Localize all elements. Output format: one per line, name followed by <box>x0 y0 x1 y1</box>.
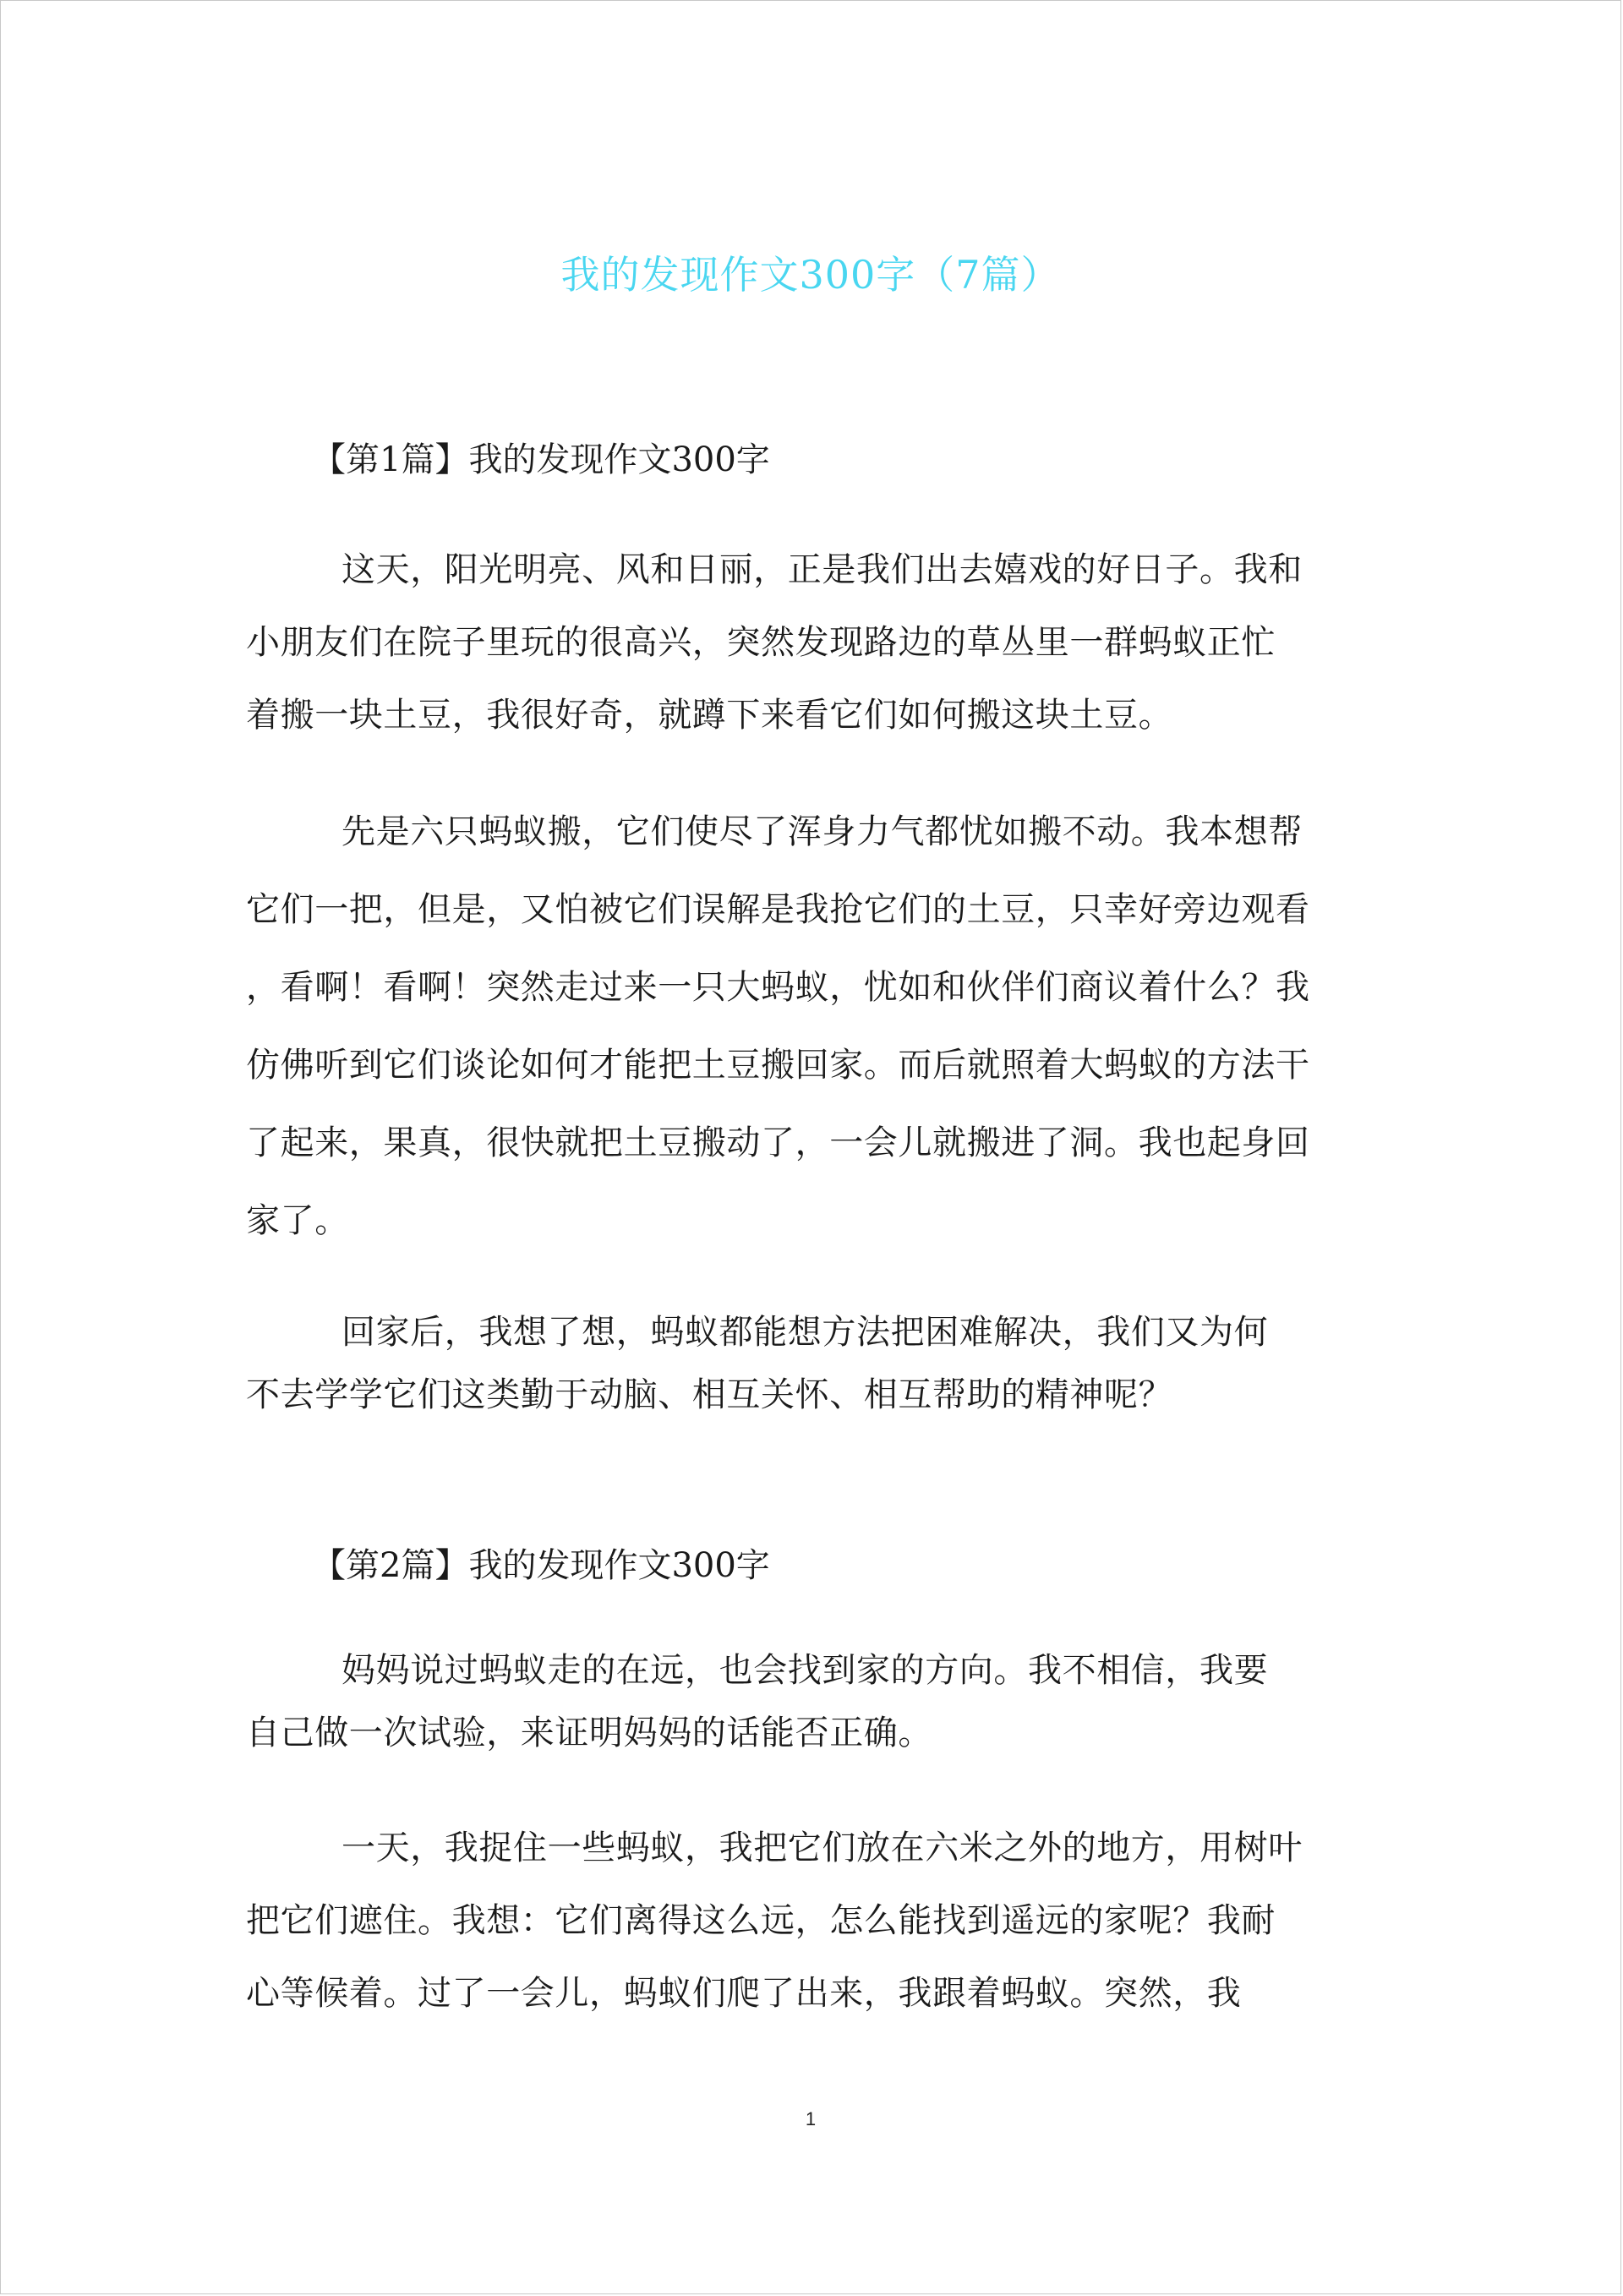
page-number: 1 <box>805 2108 817 2129</box>
paragraph-line: 小朋友们在院子里玩的很高兴，突然发现路边的草丛里一群蚂蚁正忙 <box>246 623 1276 662</box>
paragraph-line: ，看啊！看啊！突然走过来一只大蚂蚁，忧如和伙伴们商议着什么？我 <box>246 968 1310 1007</box>
document-title: 我的发现作文300字（7篇） <box>560 252 1061 298</box>
paragraph-line: 先是六只蚂蚁搬，它们使尽了浑身力气都忧如搬不动。我本想帮 <box>342 812 1303 851</box>
paragraph <box>246 1651 1370 1752</box>
paragraph-line: 仿佛听到它们谈论如何才能把土豆搬回家。而后就照着大蚂蚁的方法干 <box>246 1046 1310 1085</box>
paragraph <box>246 1313 1370 1414</box>
paragraph-line: 把它们遮住。我想：它们离得这么远，怎么能找到遥远的家呢？我耐 <box>246 1901 1276 1940</box>
paragraph-line: 它们一把，但是，又怕被它们误解是我抢它们的土豆，只幸好旁边观看 <box>246 890 1310 929</box>
paragraph-line: 家了。 <box>246 1201 349 1240</box>
paragraph-line: 心等候着。过了一会儿，蚂蚁们爬了出来，我跟着蚂蚁。突然，我 <box>246 1974 1242 2013</box>
paragraph-line: 一天，我捉住一些蚂蚁，我把它们放在六米之外的地方，用树叶 <box>342 1829 1303 1867</box>
paragraph <box>246 812 1370 1240</box>
paragraph <box>246 1829 1370 2013</box>
paragraph-line: 自己做一次试验，来证明妈妈的话能否正确。 <box>246 1714 932 1752</box>
paragraph-line: 这天，阳光明亮、风和日丽，正是我们出去嬉戏的好日子。我和 <box>342 550 1303 589</box>
paragraph-line: 了起来，果真，很快就把土豆搬动了，一会儿就搬进了洞。我也起身回 <box>246 1123 1310 1162</box>
paragraph-line: 着搬一块土豆，我很好奇，就蹲下来看它们如何搬这块土豆。 <box>246 696 1173 735</box>
paragraph <box>246 550 1370 735</box>
section-heading-2: 【第2篇】我的发现作文300字 <box>312 1546 770 1585</box>
paragraph-line: 不去学学它们这类勤于动脑、相互关怀、相互帮助的精神呢？ <box>246 1375 1173 1414</box>
paragraph-line: 回家后，我想了想，蚂蚁都能想方法把困难解决，我们又为何 <box>342 1313 1269 1352</box>
section-heading-1: 【第1篇】我的发现作文300字 <box>312 440 770 479</box>
paragraph-line: 妈妈说过蚂蚁走的在远，也会找到家的方向。我不相信，我要 <box>342 1651 1269 1690</box>
